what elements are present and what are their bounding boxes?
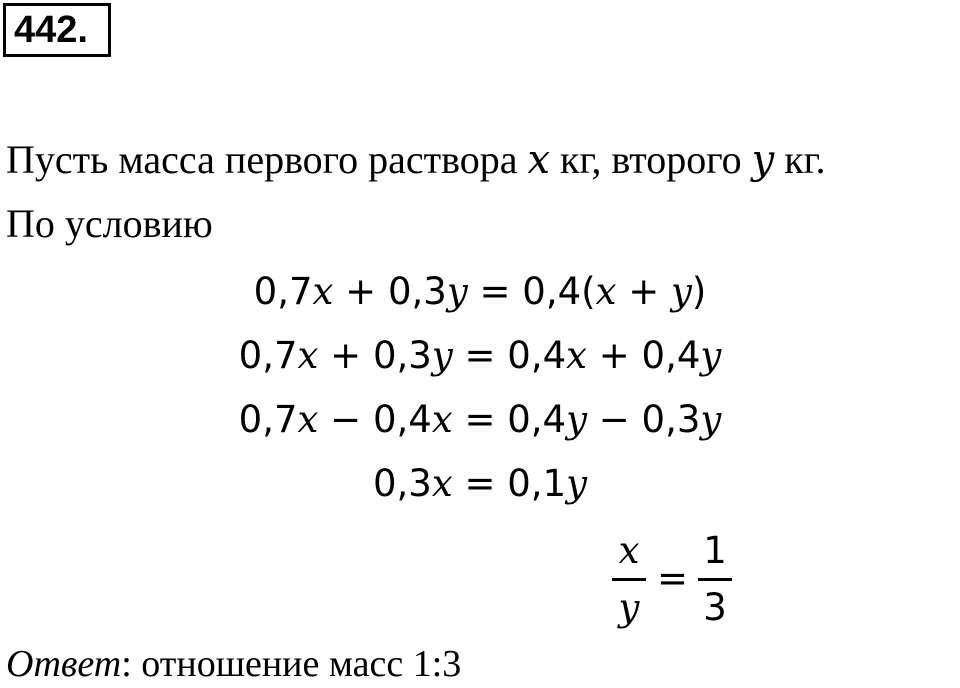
answer-line [6,640,461,688]
intro-text-part3: кг. [774,137,826,182]
variable-x: x [527,137,551,183]
answer-label: Ответ [6,643,122,685]
fraction-right [698,526,732,633]
fraction-left-denominator: y [618,586,640,629]
variable-y: y [751,137,775,183]
intro-text-part2: кг, второго [550,137,752,182]
fraction-left [612,526,646,633]
fraction-left-bar [612,578,646,581]
intro-text-part1: Пусть масса первого раствора [6,137,528,182]
equation-1: 0,7x + 0,3y = 0,4(x + y) [253,270,707,313]
intro-condition-text: По условию [6,201,213,246]
equation-2: 0,7x + 0,3y = 0,4x + 0,4y [238,334,722,377]
fraction-left-numerator: x [618,529,640,572]
intro-line-1 [6,136,826,184]
fraction-equals-sign: = [657,557,689,600]
equation-4: 0,3x = 0,1y [372,462,588,505]
equation-3: 0,7x − 0,4x = 0,4y − 0,3y [238,398,722,441]
answer-text: отношение масс 1:3 [131,643,462,685]
answer-colon: : [121,643,132,685]
problem-number-text: 442. [14,9,88,51]
intro-line-2 [6,200,213,248]
fraction-equation [0,526,960,636]
fraction-right-bar [698,578,732,581]
fraction-right-numerator: 1 [703,529,727,572]
problem-number [3,3,111,57]
fraction-right-denominator: 3 [703,586,727,629]
